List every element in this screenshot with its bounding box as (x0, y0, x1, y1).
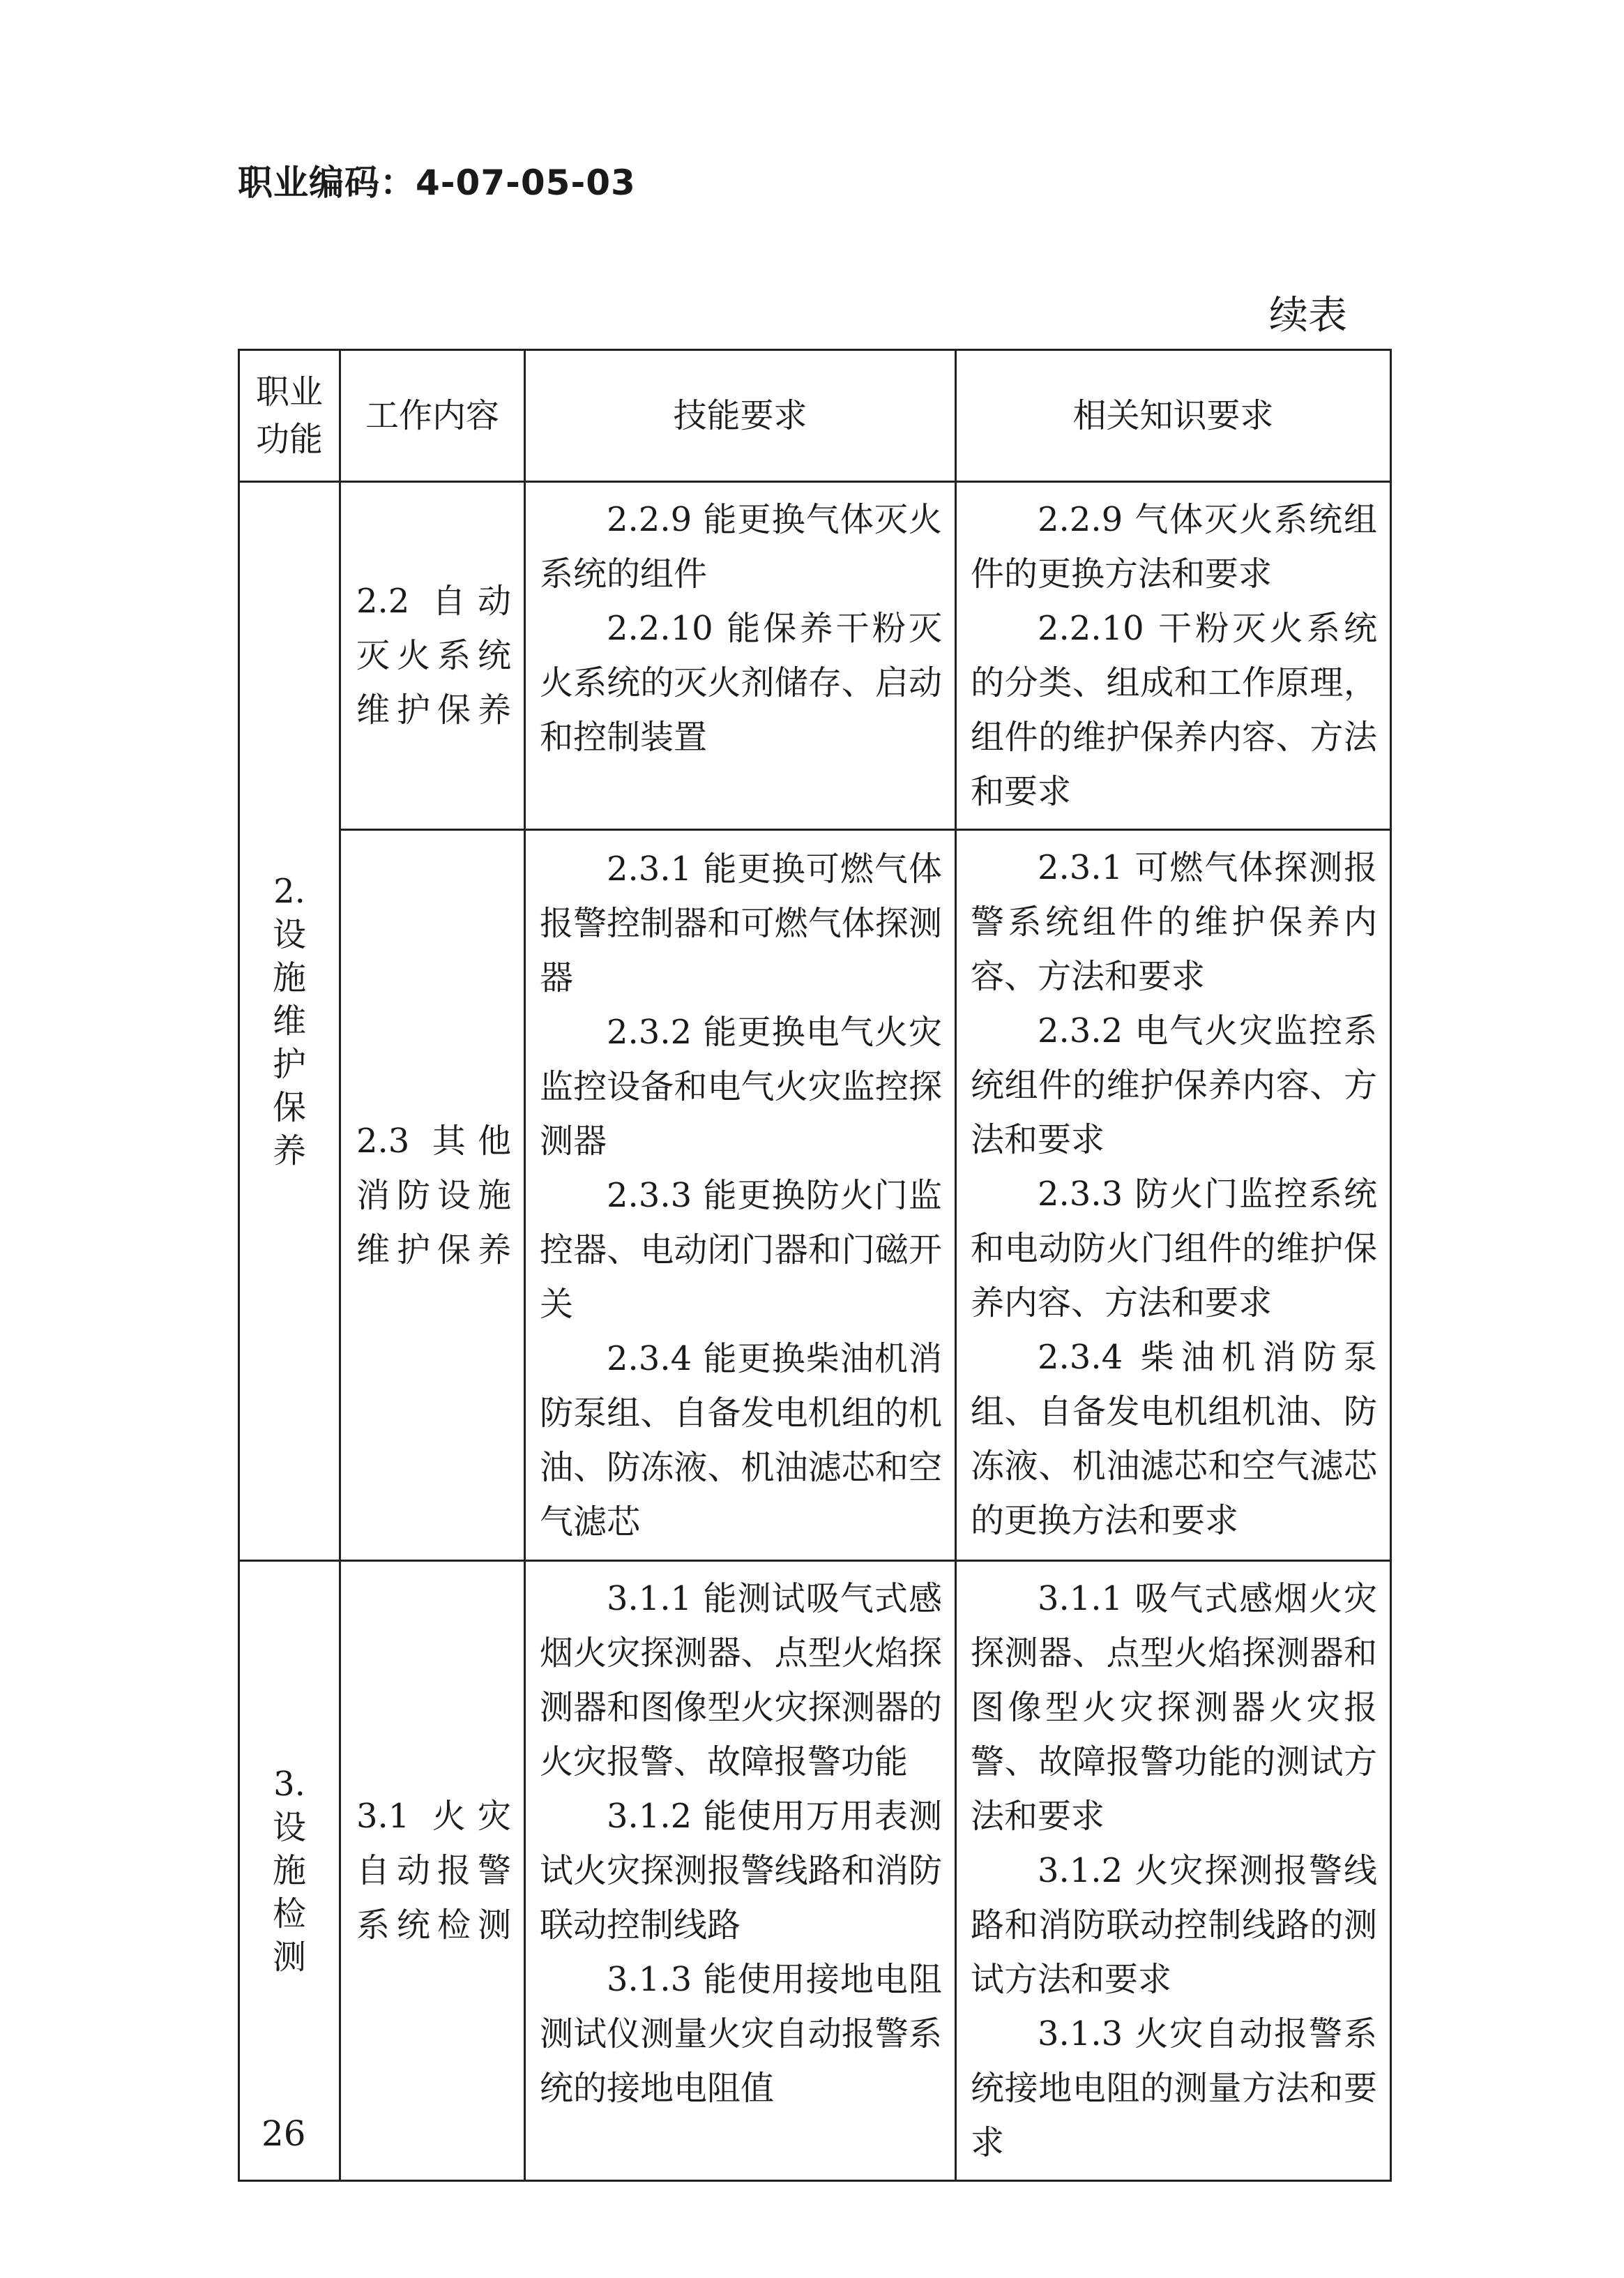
function-line: 护 (272, 1045, 306, 1084)
function-line: 施 (272, 958, 306, 997)
skill-item: 3.1.2 能使用万用表测试火灾探测报警线路和消防联动控制线路 (540, 1797, 942, 1945)
knowledge-item: 2.3.1 可燃气体探测报警系统组件的维护保养内容、方法和要求 (971, 848, 1377, 996)
work-line: 3.1 火灾 (356, 1797, 511, 1836)
skill-item: 2.3.3 能更换防火门监控器、电动闭门器和门磁开关 (540, 1175, 942, 1324)
header-skills: 技能要求 (525, 350, 956, 482)
header-function (239, 350, 340, 482)
work-line: 自动报警 (356, 1851, 511, 1890)
work-content-cell (340, 1561, 525, 2181)
work-line: 维护保养 (356, 1230, 511, 1269)
skills-cell (525, 482, 956, 830)
work-content-cell (340, 830, 525, 1561)
work-line: 维护保养 (356, 691, 511, 730)
function-line: 维 (272, 1002, 306, 1041)
continued-label: 续表 (1269, 293, 1347, 338)
skill-item: 2.3.1 能更换可燃气体报警控制器和可燃气体探测器 (540, 849, 942, 997)
function-cell (239, 1561, 340, 2181)
function-line: 设 (272, 1808, 306, 1847)
work-line: 2.2 自动 (356, 582, 511, 621)
function-line: 设 (272, 915, 306, 954)
work-line: 2.3 其他 (356, 1121, 511, 1161)
page-number: 26 (261, 2113, 306, 2154)
header-knowledge: 相关知识要求 (956, 350, 1391, 482)
function-line: 3. (273, 1765, 305, 1804)
header-function-line: 功能 (255, 420, 323, 459)
table-row (239, 1561, 1391, 2181)
header-function-line: 职业 (255, 372, 323, 412)
skill-item: 2.2.9 能更换气体灭火系统的组件 (540, 500, 942, 594)
function-line: 测 (272, 1938, 306, 1977)
skill-item: 3.1.3 能使用接地电阻测试仪测量火灾自动报警系统的接地电阻值 (540, 1960, 942, 2108)
table-row (239, 830, 1391, 1561)
knowledge-item: 2.3.2 电气火灾监控系统组件的维护保养内容、方法和要求 (971, 1011, 1377, 1159)
function-line: 2. (273, 872, 305, 911)
header-work: 工作内容 (340, 350, 525, 482)
work-line: 消防设施 (356, 1175, 511, 1215)
knowledge-item: 2.2.10 干粉灭火系统的分类、组成和工作原理，组件的维护保养内容、方法和要求 (971, 609, 1377, 811)
skill-item: 3.1.1 能测试吸气式感烟火灾探测器、点型火焰探测器和图像型火灾探测器的火灾报警、故障报警功能 (540, 1579, 942, 1781)
skill-item: 2.3.4 能更换柴油机消防泵组、自备发电机组的机油、防冻液、机油滤芯和空气滤芯 (540, 1338, 942, 1541)
knowledge-item: 3.1.1 吸气式感烟火灾探测器、点型火焰探测器和图像型火灾探测器火灾报警、故障报警功能的测试方法和要求 (971, 1579, 1377, 1836)
knowledge-item: 2.3.3 防火门监控系统和电动防火门组件的维护保养内容、方法和要求 (971, 1175, 1377, 1322)
knowledge-item: 2.2.9 气体灭火系统组件的更换方法和要求 (971, 500, 1377, 594)
occupation-code: 职业编码：4-07-05-03 (238, 163, 636, 203)
work-line: 系统检测 (356, 1906, 511, 1945)
knowledge-cell (956, 482, 1391, 830)
skills-table (238, 349, 1392, 2182)
function-line: 检 (272, 1894, 306, 1933)
knowledge-cell (956, 1561, 1391, 2181)
skill-item: 2.3.2 能更换电气火灾监控设备和电气火灾监控探测器 (540, 1012, 942, 1161)
work-line: 灭火系统 (356, 636, 511, 675)
table-header-row (239, 350, 1391, 482)
function-line: 施 (272, 1851, 306, 1890)
knowledge-item: 3.1.3 火灾自动报警系统接地电阻的测量方法和要求 (971, 2014, 1377, 2162)
knowledge-item: 2.3.4 柴油机消防泵组、自备发电机组机油、防冻液、机油滤芯和空气滤芯的更换方法和要求 (971, 1338, 1377, 1540)
work-content-cell (340, 482, 525, 830)
table-row (239, 482, 1391, 830)
knowledge-cell (956, 830, 1391, 1561)
function-line: 保 (272, 1088, 306, 1127)
function-line: 养 (272, 1131, 306, 1170)
knowledge-item: 3.1.2 火灾探测报警线路和消防联动控制线路的测试方法和要求 (971, 1851, 1377, 1999)
function-cell (239, 482, 340, 1561)
skill-item: 2.2.10 能保养干粉灭火系统的灭火剂储存、启动和控制装置 (540, 609, 942, 757)
skills-cell (525, 830, 956, 1561)
skills-cell (525, 1561, 956, 2181)
